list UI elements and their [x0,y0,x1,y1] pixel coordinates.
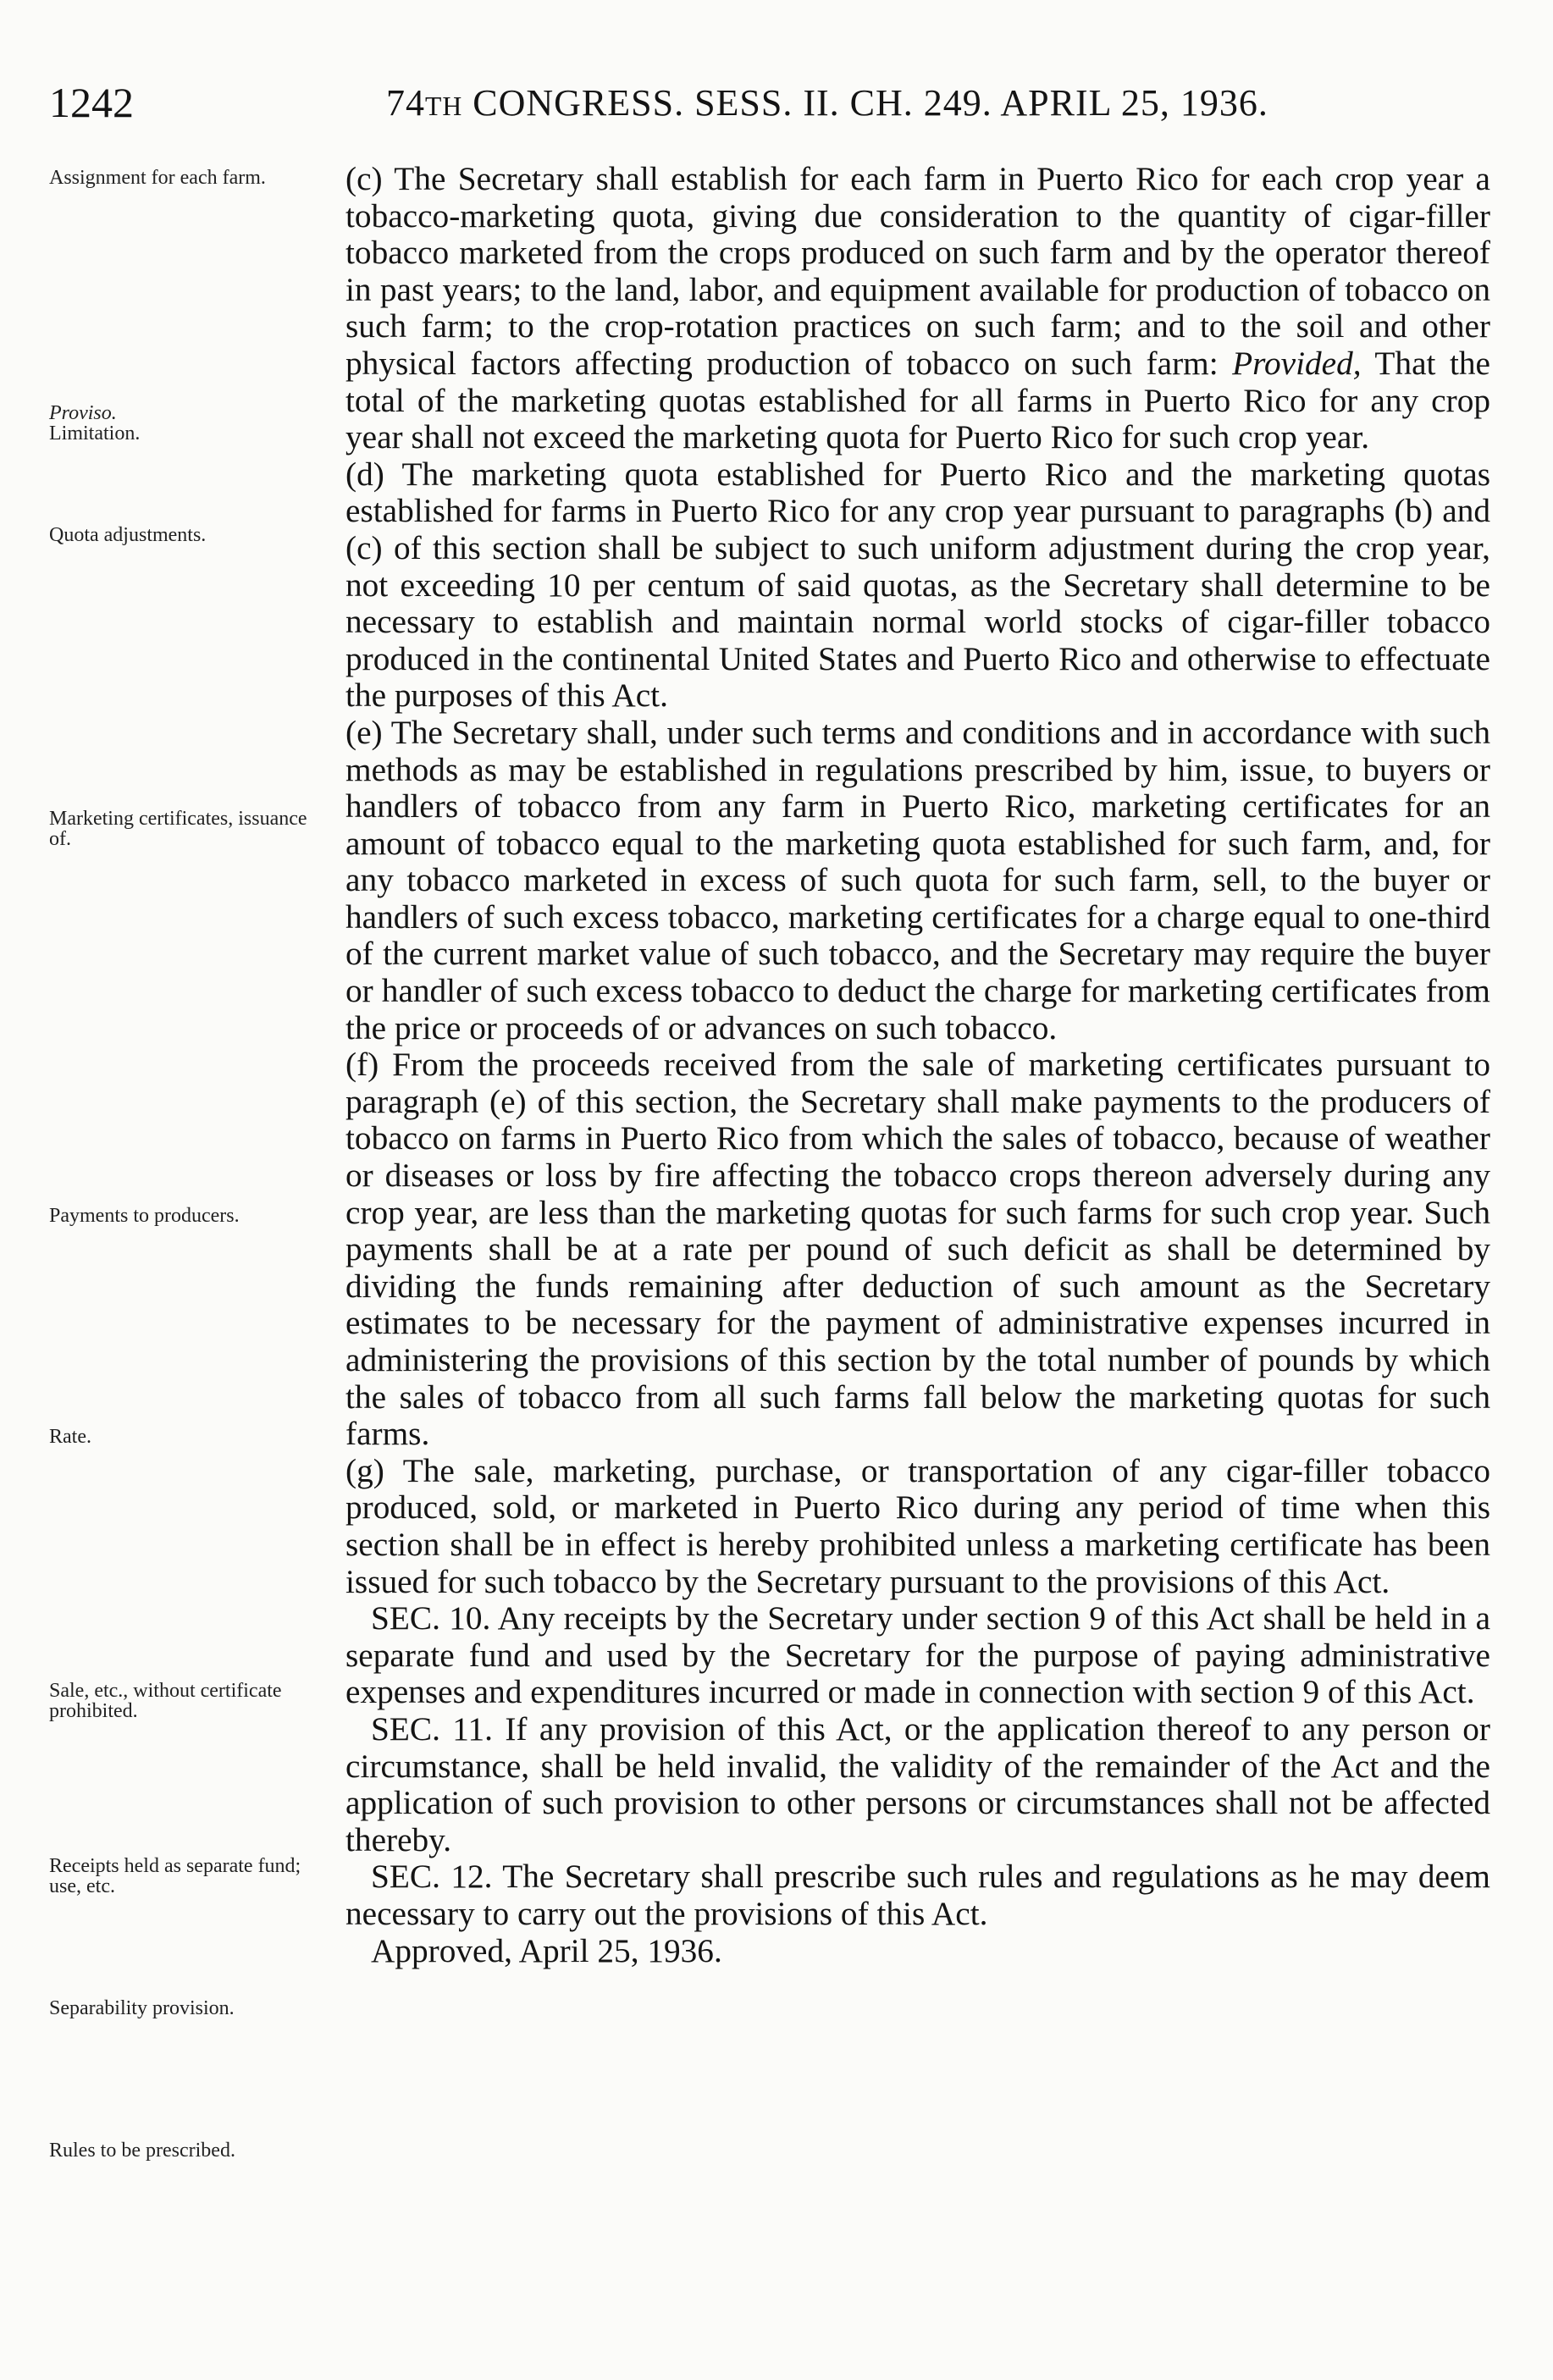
congress-ordinal: 74 [386,82,425,124]
margin-note-payments: Payments to producers. [49,1205,240,1227]
margin-note-proviso-label: Proviso. [49,402,117,424]
margin-note-marketing-certificates: Marketing certificates, issuance of. [49,808,307,850]
margin-note-rules: Rules to be prescribed. [49,2140,235,2162]
margin-note-sale-prohibited: Sale, etc., without certificate prohibited. [49,1680,282,1722]
margin-note-rate: Rate. [49,1426,91,1448]
section-10-text: Any receipts by the Secretary under section 9 of this Act shall be held in a separate fund and used by the Secretary for the purpose of paying administrative expenses and expenditures incurred or made in connection with section 9 of this Act. [345,1599,1491,1711]
margin-note-limitation: Limitation. [49,422,141,445]
section-10 [345,1600,1490,1711]
paragraph-g: (g) The sale, marketing, purchase, or transportation of any cigar-filler tobacco produced, sold, or marketed in Puerto Rico during any period of time when this section shall be in effect is hereby prohibited unless a marketing certificate has been issued for such tobacco by the Secretary pursuant to the provisions of this Act. [345,1451,1490,1600]
paragraph-d: (d) The marketing quota established for Puerto Rico and the marketing quotas established for farms in Puerto Rico for any crop year pursuant to paragraphs (b) and (c) of this section shall be subject to such uniform adjustment during the crop year, not exceeding 10 per centum of said quotas, as the Secretary shall determine to be necessary to establish and maintain normal world stocks of cigar-filler tobacco produced in the continental United States and Puerto Rico and otherwise to effectuate the purposes of this Act. [345,455,1490,715]
margin-note-receipts: Receipts held as separate fund; use, etc. [49,1855,301,1897]
paragraph-c [345,161,1490,456]
proviso-word: Provided, [1232,344,1362,382]
running-head [386,81,1268,124]
paragraph-c-text: (c) The Secretary shall establish for each farm in Puerto Rico for each crop year a tobacco-marketing quota, giving due consideration to the quantity of cigar-filler tobacco marketed from the crops produced on such farm and by the operator thereof in past years; to the land, labor, and equipment available for production of tobacco on such farm; to the crop-rotation practices on such farm; and to the soil and other physical factors affecting production of tobacco on such farm: [345,160,1490,382]
running-head-text: CONGRESS. SESS. II. CH. 249. APRIL 25, 1936. [462,82,1268,124]
section-12 [345,1858,1490,1932]
margin-note-separability: Separability provision. [49,1997,235,2019]
section-12-label: SEC. 12. [371,1858,493,1896]
paragraph-c-proviso-text: That the total of the marketing quotas established for all farms in Puerto Rico for any crop year shall not exceed the marketing quota for Puerto Rico for such crop year. [345,344,1490,456]
paragraph-f: (f) From the proceeds received from the sale of marketing certificates pursuant to paragraph (e) of this section, the Secretary shall make payments to the producers of tobacco on farms in Puerto Rico from which the sales of tobacco, because of weather or diseases or loss by fire affecting the tobacco crops thereon adversely during any crop year, are less than the marketing quotas for such farms for such crop year. Such payments shall be at a rate per pound of such deficit as shall be determined by dividing the funds remaining after deduction of such amount as the Secretary estimates to be necessary for the payment of administrative expenses incurred in administering the provisions of this section by the total number of pounds by which the sales of tobacco from all such farms fall below the marketing quotas for such farms. [345,1046,1490,1453]
margin-note-proviso [49,403,329,444]
paragraph-e: (e) The Secretary shall, under such terms and conditions and in accordance with such methods as may be established in regulations prescribed by him, issue, to buyers or handlers of tobacco from any farm in Puerto Rico, marketing certificates for an amount of tobacco equal to the marketing quota established for such farm, and, for any tobacco marketed in excess of such quota for such farm, sell, to the buyer or handlers of such excess tobacco, marketing certificates for a charge equal to one-third of the current market value of such tobacco, and the Secretary may require the buyer or handler of such excess tobacco to deduct the charge for marketing certificates from the price or proceeds of or advances on such tobacco. [345,713,1490,1046]
margin-notes [0,0,322,2380]
congress-suffix: TH [425,91,463,121]
section-10-label: SEC. 10. [371,1599,491,1637]
section-11-label: SEC. 11. [371,1709,493,1748]
margin-note-assignment: Assignment for each farm. [49,167,266,189]
page-number: 1242 [49,79,134,126]
margin-note-quota-adjustments: Quota adjustments. [49,524,207,546]
section-12-text: The Secretary shall prescribe such rules and regulations as he may deem necessary to carry out the provisions of this Act. [345,1858,1490,1932]
body-text [345,161,1490,1969]
approval-line: Approved, April 25, 1936. [371,1931,722,1969]
section-11-text: If any provision of this Act, or the application thereof to any person or circumstance, shall be held invalid, the validity of the remainder of the Act and the application of such provision to other persons or circumstances shall not be affected thereby. [345,1709,1491,1858]
section-11 [345,1711,1490,1858]
